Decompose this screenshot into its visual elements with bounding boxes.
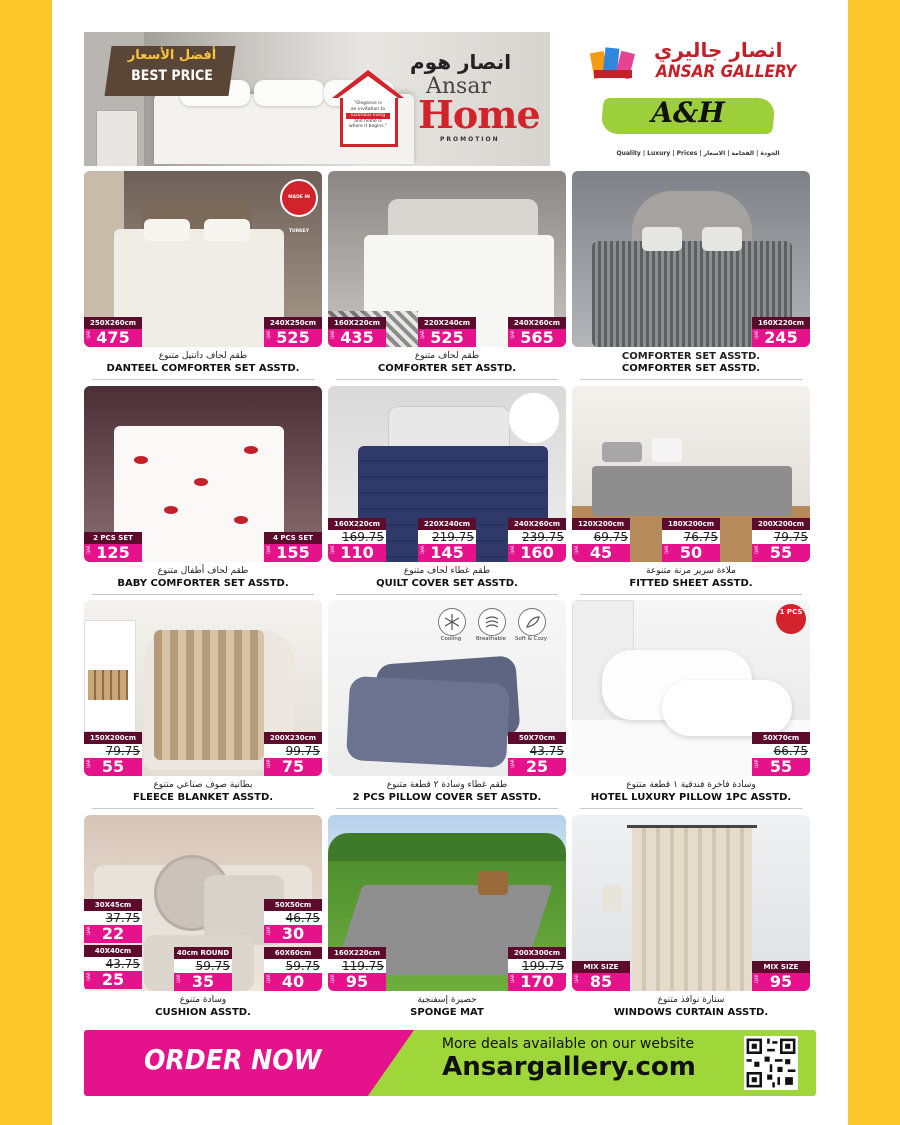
currency-label: QAR (754, 330, 759, 339)
size-label: 2 PCS SET (84, 532, 142, 544)
currency-label: QAR (510, 759, 515, 768)
currency-label: QAR (86, 759, 91, 768)
divider (336, 594, 558, 595)
size-label: MIX SIZE (572, 961, 630, 973)
product-name-arabic: ستارة نوافذ متنوع (657, 995, 725, 1005)
ah-logo: A&H (651, 96, 725, 129)
price-tag (84, 899, 142, 943)
size-label: 180X200cm (662, 518, 720, 530)
old-price: 239.75 (508, 530, 566, 544)
old-price: 43.75 (84, 957, 142, 971)
price-tag (174, 947, 232, 991)
size-label: 160X220cm (328, 518, 386, 530)
current-price: 160 (508, 544, 566, 562)
product-card[interactable] (84, 815, 322, 1025)
size-label: MIX SIZE (752, 961, 810, 973)
currency-label: QAR (86, 972, 91, 981)
old-price: 37.75 (84, 911, 142, 925)
currency-label: QAR (86, 926, 91, 935)
old-price: 199.75 (508, 959, 566, 973)
currency-label: QAR (330, 974, 335, 983)
price-tag (264, 732, 322, 776)
current-price: 40 (264, 973, 322, 991)
old-price: 99.75 (264, 744, 322, 758)
currency-label: QAR (510, 330, 515, 339)
product-card[interactable] (84, 600, 322, 810)
price-tag (264, 899, 322, 943)
right-yellow-border (848, 0, 900, 1125)
current-price: 85 (572, 973, 630, 991)
size-label: 220X240cm (418, 317, 476, 329)
product-card[interactable] (328, 815, 566, 1025)
price-tag (508, 518, 566, 562)
best-price-label: BEST PRICE (131, 68, 213, 84)
feature-label: Cooling (440, 636, 462, 642)
size-label: 160X220cm (752, 317, 810, 329)
product-name: QUILT COVER SET ASSTD. (376, 578, 518, 589)
size-label: 4 PCS SET (264, 532, 322, 544)
product-photo[interactable] (84, 815, 322, 991)
size-label: 240X260cm (508, 317, 566, 329)
currency-label: QAR (266, 545, 271, 554)
currency-label: QAR (510, 974, 515, 983)
promotion-label: PROMOTION (440, 136, 500, 143)
divider (336, 808, 558, 809)
product-photo[interactable] (328, 600, 566, 776)
size-label: 240X250cm (264, 317, 322, 329)
price-tag (84, 945, 142, 989)
product-name: FLEECE BLANKET ASSTD. (132, 792, 274, 803)
ansar-home-logo (332, 50, 550, 150)
size-label: 200X300cm (508, 947, 566, 959)
currency-label: QAR (330, 330, 335, 339)
old-price: 119.75 (328, 959, 386, 973)
currency-label: QAR (266, 759, 271, 768)
product-photo[interactable] (572, 600, 810, 776)
currency-label: QAR (574, 974, 579, 983)
price-tag (84, 732, 142, 776)
product-card[interactable] (572, 600, 810, 810)
size-label: 160X220cm (328, 947, 386, 959)
currency-label: QAR (266, 926, 271, 935)
current-price: 525 (264, 329, 322, 347)
current-price: 125 (84, 544, 142, 562)
size-label: 120X200cm (572, 518, 630, 530)
pieces-badge: 1 PCS (776, 604, 806, 634)
product-card[interactable] (572, 171, 810, 381)
ansar-gallery-mark-icon (590, 46, 636, 82)
currency-label: QAR (86, 545, 91, 554)
house-quote-line: and home is (354, 118, 382, 124)
product-name: FITTED SHEET ASSTD. (629, 578, 753, 589)
currency-label: QAR (420, 545, 425, 554)
current-price: 50 (662, 544, 720, 562)
size-label: 50X70cm (752, 732, 810, 744)
old-price: 69.75 (572, 530, 630, 544)
ansar-home-brand-1: Ansar (426, 74, 491, 99)
feature-label: Soft & Cozy (515, 636, 547, 642)
old-price: 219.75 (418, 530, 476, 544)
ansar-gallery-logo-area (550, 32, 816, 166)
currency-label: QAR (510, 545, 515, 554)
price-tag (418, 317, 476, 347)
current-price: 110 (328, 544, 386, 562)
product-name: BABY COMFORTER SET ASSTD. (117, 578, 289, 589)
airflow-icon (478, 608, 506, 636)
current-price: 95 (752, 973, 810, 991)
product-photo[interactable] (84, 386, 322, 562)
current-price: 95 (328, 973, 386, 991)
product-name: COMFORTER SET ASSTD. (621, 363, 761, 374)
price-tag (662, 518, 720, 562)
currency-label: QAR (86, 330, 91, 339)
size-label: 150X200cm (84, 732, 142, 744)
old-price: 79.75 (752, 530, 810, 544)
price-tag (264, 947, 322, 991)
old-price: 76.75 (662, 530, 720, 544)
price-tag (328, 947, 386, 991)
currency-label: QAR (330, 545, 335, 554)
price-tag (84, 532, 142, 562)
current-price: 55 (84, 758, 142, 776)
divider (92, 379, 314, 380)
size-label: 50X50cm (264, 899, 322, 911)
currency-label: QAR (664, 545, 669, 554)
feather-icon (518, 608, 546, 636)
made-in-turkey-badge: MADE IN TURKEY (280, 179, 318, 217)
current-price: 35 (174, 973, 232, 991)
house-quote-line: "Elegance is (354, 101, 382, 106)
price-tag (264, 317, 322, 347)
price-tag (508, 947, 566, 991)
current-price: 435 (328, 329, 386, 347)
house-quote-line: an invitation to (350, 106, 386, 112)
currency-label: QAR (266, 330, 271, 339)
current-price: 565 (508, 329, 566, 347)
current-price: 25 (84, 971, 142, 989)
currency-label: QAR (176, 974, 181, 983)
size-label: 200X200cm (752, 518, 810, 530)
product-photo[interactable] (328, 386, 566, 562)
current-price: 25 (508, 758, 566, 776)
house-icon (332, 70, 402, 140)
current-price: 245 (752, 329, 810, 347)
size-label: 40cm ROUND (174, 947, 232, 959)
price-tag (418, 518, 476, 562)
product-photo[interactable] (84, 171, 322, 347)
product-name-arabic: طقم لحاف متنوع (414, 351, 480, 361)
current-price: 55 (752, 544, 810, 562)
product-name-arabic: طقم لحاف دانتيل متنوع (158, 351, 248, 361)
product-card[interactable] (328, 600, 566, 810)
product-card[interactable] (572, 815, 810, 1025)
product-photo[interactable] (328, 815, 566, 991)
order-now-button[interactable]: ORDER NOW (144, 1043, 322, 1076)
price-tag (508, 317, 566, 347)
currency-label: QAR (420, 330, 425, 339)
divider (92, 808, 314, 809)
divider (580, 379, 802, 380)
size-label: 40X40cm (84, 945, 142, 957)
product-card[interactable] (572, 386, 810, 596)
currency-label: QAR (754, 759, 759, 768)
divider (92, 594, 314, 595)
product-name-arabic: ملاءة سرير مرنة متنوعة (646, 566, 736, 576)
current-price: 475 (84, 329, 142, 347)
left-yellow-border (0, 0, 52, 1125)
divider (336, 379, 558, 380)
current-price: 525 (418, 329, 476, 347)
order-banner[interactable] (84, 1030, 816, 1096)
price-tag (752, 732, 810, 776)
product-card[interactable] (84, 386, 322, 596)
product-name-arabic: طقم لحاف أطفال متنوع (157, 566, 249, 576)
old-price: 59.75 (264, 959, 322, 973)
ansar-gallery-name: ANSAR GALLERY (656, 62, 797, 82)
product-photo[interactable] (328, 171, 566, 347)
best-price-arabic: أفضل الأسعار (127, 48, 217, 63)
product-photo[interactable] (84, 600, 322, 776)
product-name: DANTEEL COMFORTER SET ASSTD. (106, 363, 300, 374)
divider (580, 808, 802, 809)
current-price: 30 (264, 925, 322, 943)
price-tag (328, 518, 386, 562)
product-card[interactable] (328, 386, 566, 596)
price-tag (84, 317, 142, 347)
current-price: 45 (572, 544, 630, 562)
price-tag (572, 961, 630, 991)
old-price: 79.75 (84, 744, 142, 758)
product-name: 2 PCS PILLOW COVER SET ASSTD. (352, 792, 542, 803)
price-tag (752, 518, 810, 562)
currency-label: QAR (754, 545, 759, 554)
snowflake-icon (438, 608, 466, 636)
price-tag (328, 317, 386, 347)
price-tag (572, 518, 630, 562)
feature-label: Breathable (475, 636, 507, 642)
product-name-arabic: بطانية صوف صناعي متنوع (153, 780, 253, 790)
product-name: SPONGE MAT (410, 1007, 484, 1018)
header-bedroom-photo (84, 32, 550, 166)
current-price: 145 (418, 544, 476, 562)
size-label: 250X260cm (84, 317, 142, 329)
currency-label: QAR (266, 974, 271, 983)
divider (580, 594, 802, 595)
old-price: 59.75 (174, 959, 232, 973)
product-name-arabic: COMFORTER SET ASSTD. (621, 351, 761, 362)
product-name-arabic: طقم غطاء وسادة ٢ قطعة متنوع (386, 780, 508, 790)
old-price: 46.75 (264, 911, 322, 925)
product-name-arabic: طقم غطاء لحاف متنوع (403, 566, 491, 576)
ansar-home-brand-2: Home (418, 92, 540, 137)
size-label: 200X230cm (264, 732, 322, 744)
ansar-home-arabic: انصار هوم (410, 50, 512, 74)
size-label: 50X70cm (508, 732, 566, 744)
product-card[interactable] (84, 171, 322, 381)
product-card[interactable] (328, 171, 566, 381)
product-name-arabic: وسادة فاخرة فندقية ١ قطعة متنوع (626, 780, 756, 790)
more-deals-text: More deals available on our website (441, 1036, 695, 1052)
current-price: 75 (264, 758, 322, 776)
flyer-page (52, 0, 848, 1125)
price-tag (508, 732, 566, 776)
product-name-arabic: وسادة متنوع (179, 995, 227, 1005)
product-name: WINDOWS CURTAIN ASSTD. (613, 1007, 769, 1018)
currency-label: QAR (574, 545, 579, 554)
current-price: 55 (752, 758, 810, 776)
ansar-gallery-arabic: انصار جاليري (654, 38, 783, 62)
brand-tagline: Quality | Luxury | Prices | الجودة | الفخامة | الاسعار (616, 150, 780, 157)
size-label: 160X220cm (328, 317, 386, 329)
size-label: 240X260cm (508, 518, 566, 530)
size-label: 60X60cm (264, 947, 322, 959)
product-name-arabic: حصيرة إسفنجية (417, 995, 477, 1005)
product-photo[interactable] (572, 815, 810, 991)
house-quote-line: luxurious living (346, 113, 390, 119)
current-price: 22 (84, 925, 142, 943)
currency-label: QAR (754, 974, 759, 983)
old-price: 66.75 (752, 744, 810, 758)
qr-code-icon[interactable] (744, 1036, 798, 1090)
size-label: 30X45cm (84, 899, 142, 911)
product-photo[interactable] (572, 171, 810, 347)
size-label: 220X240cm (418, 518, 476, 530)
price-tag (752, 961, 810, 991)
old-price: 169.75 (328, 530, 386, 544)
product-name: HOTEL LUXURY PILLOW 1PC ASSTD. (590, 792, 792, 803)
product-name: CUSHION ASSTD. (155, 1007, 251, 1018)
current-price: 170 (508, 973, 566, 991)
product-name: COMFORTER SET ASSTD. (377, 363, 517, 374)
current-price: 155 (264, 544, 322, 562)
old-price: 43.75 (508, 744, 566, 758)
price-tag (264, 532, 322, 562)
product-photo[interactable] (572, 386, 810, 562)
house-quote-line: where it begins." (348, 124, 388, 130)
price-tag (752, 317, 810, 347)
website-link[interactable]: Ansargallery.com (442, 1052, 696, 1082)
